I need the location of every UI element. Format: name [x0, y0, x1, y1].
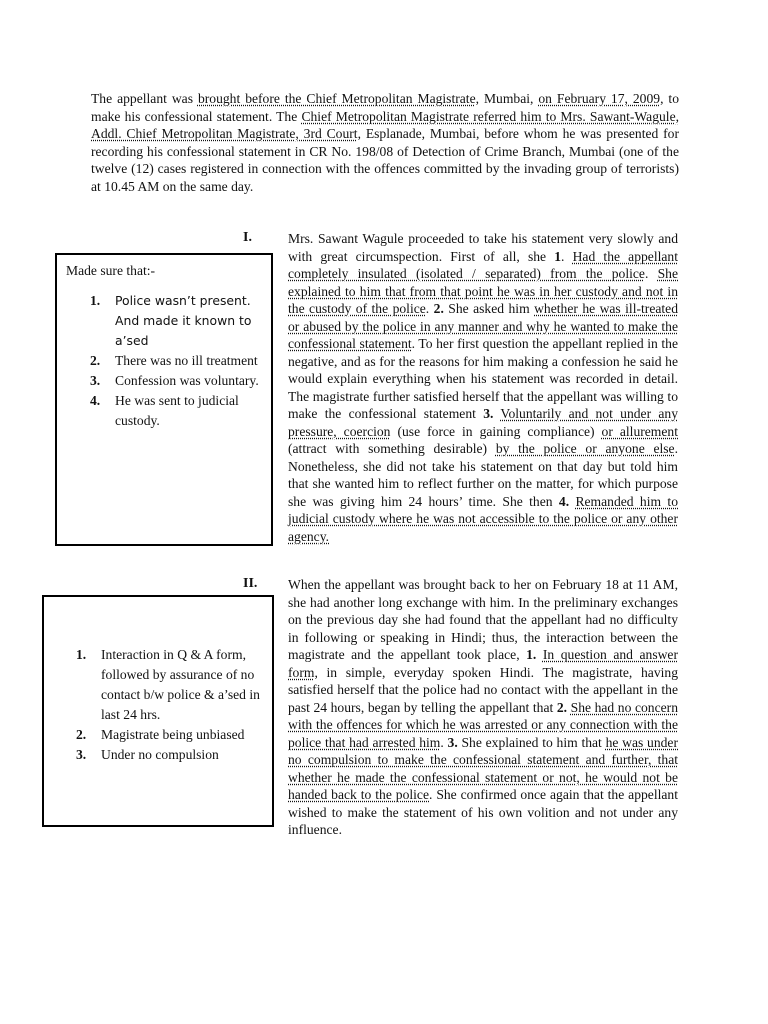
intro-text: The appellant was: [91, 91, 198, 106]
summary-list-item: [90, 351, 270, 371]
list-item-text: There was no ill treatment: [115, 353, 258, 368]
summary-box-heading: Made sure that:-: [66, 263, 156, 278]
list-item-text: Police wasn’t present. And made it known to a’sed: [115, 293, 252, 348]
list-number: 2.: [76, 727, 87, 742]
section-2-numeral: II.: [243, 576, 258, 591]
point-number: 1.: [526, 647, 537, 662]
list-item-text: Under no compulsion: [101, 747, 219, 762]
point-number: 4.: [558, 493, 570, 509]
point-number: 3.: [483, 406, 494, 421]
list-item-text: He was sent to judicial custody.: [115, 393, 239, 428]
body-text: .: [644, 266, 658, 281]
body-text: Mrs. Sawant Wagule proceeded to take his statement very slowly and with great circumspection. First of all, she: [288, 231, 678, 264]
list-number: 1.: [76, 647, 87, 662]
summary-list-item: [76, 745, 272, 765]
underlined-text: Remanded him to judicial custody where he was not accessible to the police or any other agency.: [288, 493, 678, 544]
intro-underlined-text: on February 17, 2009: [538, 91, 661, 106]
list-number: 2.: [90, 353, 101, 368]
section-1-summary-box: [55, 253, 273, 546]
section-2-summary-box: [42, 595, 274, 827]
summary-list: [90, 291, 270, 431]
summary-list: [76, 645, 272, 765]
underlined-text: She explained to him that from that point he was in her custody and not in the custody of the police: [288, 266, 678, 316]
intro-underlined-text: Chief Metropolitan Magistrate referred him to Mrs. Sawant-Wagule, Addl. Chief Metropolitan Magistrate, 3rd Court: [91, 108, 680, 141]
body-text: .: [425, 301, 434, 316]
summary-list-item: [90, 371, 270, 391]
underlined-text: Voluntarily and not under any pressure, coercion: [288, 406, 679, 439]
point-number: 1: [554, 248, 562, 264]
list-number: 1.: [90, 293, 101, 308]
underlined-text: or allurement: [601, 423, 678, 439]
parenthetical-note: (use force in gaining compliance): [397, 423, 595, 439]
point-number: 3.: [447, 734, 458, 750]
list-number: 3.: [76, 747, 87, 762]
list-item-text: Confession was voluntary.: [115, 373, 259, 388]
section-2-body: [288, 576, 678, 839]
intro-underlined-text: brought before the Chief Metropolitan Magistrate: [197, 91, 476, 106]
intro-text: , to make his confessional statement. The: [91, 91, 679, 124]
list-item-text: Magistrate being unbiased: [101, 727, 245, 742]
body-text: She asked him: [443, 301, 535, 316]
list-item-text: Interaction in Q & A form, followed by assurance of no contact b/w police & a’sed in last 24 hrs.: [101, 647, 260, 722]
body-text: . Nonetheless, she did not take his statement on that day but told him that she wanted him to reflect further on the matter, for which purpose she was giving him 24 hours’ time. She then: [288, 441, 678, 509]
summary-list-item: [76, 725, 272, 745]
body-text: When the appellant was brought back to her on February 18 at 11 AM, she had another long exchange with him. In the preliminary exchanges on the previous day she had found that the appellant had no difficulty in following or speaking in Hindi; thus, the interaction between the magistrate and the appellant took place,: [288, 577, 678, 662]
underlined-text: She had no concern with the offences for which he was arrested or any connection with the police that had arrested him: [288, 699, 678, 750]
underlined-text: whether he was ill-treated or abused by the police in any manner and why he wanted to make the confessional statement: [288, 301, 678, 351]
list-number: 3.: [90, 373, 101, 388]
parenthetical-note: (attract with something desirable): [288, 441, 488, 456]
section-1-body: [288, 230, 678, 545]
list-number: 4.: [90, 393, 101, 408]
intro-text: , Esplanade, Mumbai, before whom he was presented for recording his confessional statement in CR No. 198/08 of Detection of Crime Branch, Mumbai (one of the twelve (12) cases registered in connection with the offences committed by the invading group of terrorists) at 10.45 AM on the same day.: [91, 126, 680, 194]
point-number: 2.: [433, 301, 444, 316]
body-text: .: [561, 248, 573, 264]
underlined-text: by the police or anyone else: [495, 441, 675, 456]
underlined-text: he was under no compulsion to make the confessional statement and further, that whether he made the confessional statement or not, he would not be handed back to the police: [288, 734, 678, 802]
body-text: [595, 424, 602, 439]
summary-list-item: [90, 291, 270, 351]
body-text: . To her first question the appellant replied in the negative, and as for the reasons for him making a confession he said he would explain everything when his statement was recorded in detail. The magistrate further satisfied herself that the appellant was willing to make the confessional statement: [288, 336, 678, 421]
underlined-text: Had the appellant completely insulated (isolated / separated) from the police: [288, 248, 679, 281]
body-text: .: [440, 734, 448, 750]
point-number: 2.: [556, 699, 568, 715]
body-text: [487, 441, 496, 456]
intro-paragraph: [91, 90, 679, 195]
intro-text: , Mumbai,: [475, 91, 539, 106]
body-text: She explained to him that: [457, 734, 606, 750]
summary-list-item: [90, 391, 270, 431]
underlined-text: In question and answer form: [288, 647, 678, 680]
body-text: , in simple, everyday spoken Hindi. The magistrate, having satisfied herself that the police had no contact with the appellant in the past 24 hours, began by telling the appellant that: [288, 664, 678, 715]
summary-list-item: [76, 645, 272, 725]
body-text: . She confirmed once again that the appellant wished to make the statement of his own volition and not under any influence.: [288, 787, 679, 837]
section-1-numeral: I.: [243, 230, 252, 245]
